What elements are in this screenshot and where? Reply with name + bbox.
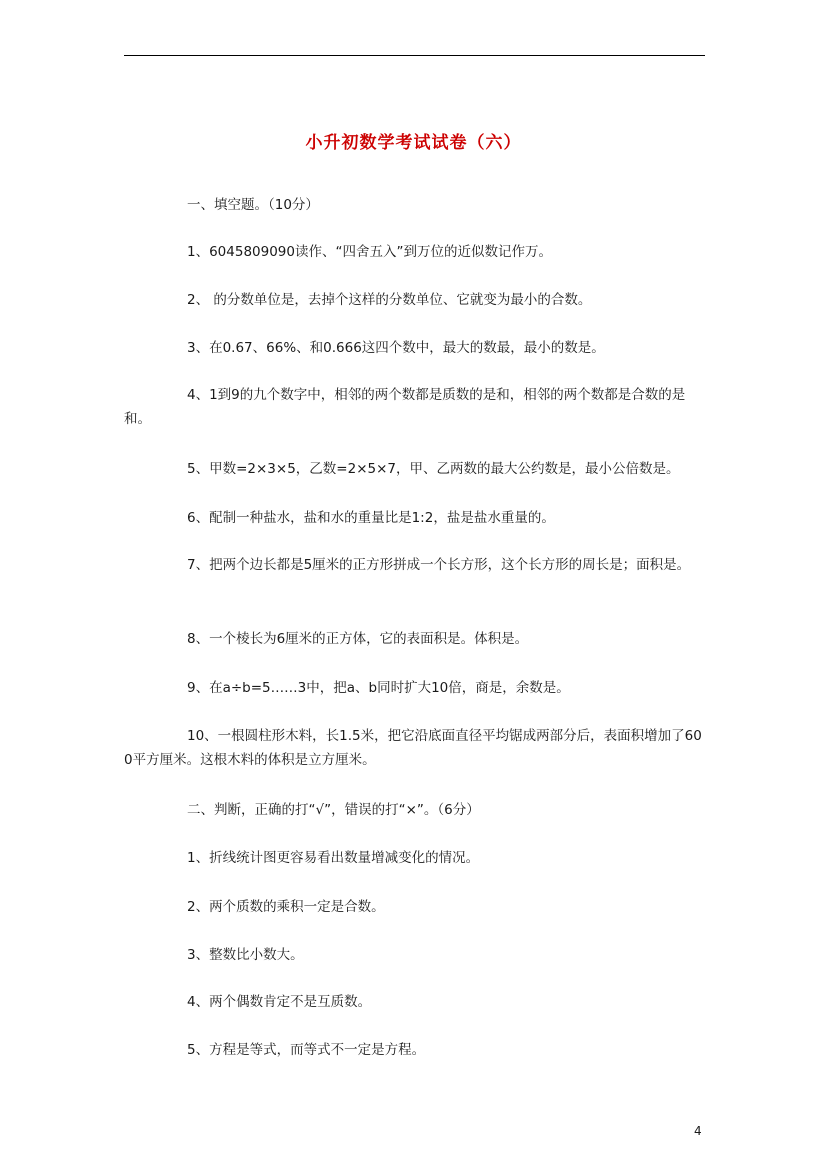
question-7: 7、把两个边长都是5厘米的正方形拼成一个长方形，这个长方形的周长是；面积是。: [187, 557, 691, 573]
question-9: 9、在a÷b=5……3中，把a、b同时扩大10倍，商是，余数是。: [187, 680, 570, 696]
question-6: 6、配制一种盐水，盐和水的重量比是1:2，盐是盐水重量的。: [187, 510, 555, 526]
question-10: 10、一根圆柱形木料，长1.5米，把它沿底面直径平均锯成两部分后，表面积增加了600平方厘米。这根木料的体积是立方厘米。: [124, 728, 702, 768]
page-number: 4: [694, 1124, 702, 1138]
question-3: 3、在0.67、66%、和0.666这四个数中，最大的数最，最小的数是。: [187, 340, 605, 356]
judgement-4: 4、两个偶数肯定不是互质数。: [187, 994, 372, 1010]
header-rule: [124, 55, 705, 56]
question-5: 5、甲数=2×3×5，乙数=2×5×7，甲、乙两数的最大公约数是，最小公倍数是。: [187, 461, 680, 477]
judgement-3: 3、整数比小数大。: [187, 947, 304, 963]
page-title: 小升初数学考试试卷（六）: [305, 133, 522, 153]
question-1: 1、6045809090读作、“四舍五入”到万位的近似数记作万。: [187, 244, 552, 260]
judgement-1: 1、折线统计图更容易看出数量增减变化的情况。: [187, 850, 480, 866]
question-8: 8、一个棱长为6厘米的正方体，它的表面积是。体积是。: [187, 631, 529, 647]
judgement-5: 5、方程是等式，而等式不一定是方程。: [187, 1042, 426, 1058]
section-heading-true-false: 二、判断，正确的打“√”，错误的打“×”。（6分）: [187, 802, 480, 818]
judgement-2: 2、两个质数的乘积一定是合数。: [187, 899, 385, 915]
question-2: 2、 的分数单位是，去掉个这样的分数单位、它就变为最小的合数。: [187, 292, 592, 308]
section-heading-fill-blank: 一、填空题。（10分）: [187, 197, 319, 213]
question-4: 4、1到9的九个数字中，相邻的两个数都是质数的是和，相邻的两个数都是合数的是和。: [124, 387, 686, 427]
